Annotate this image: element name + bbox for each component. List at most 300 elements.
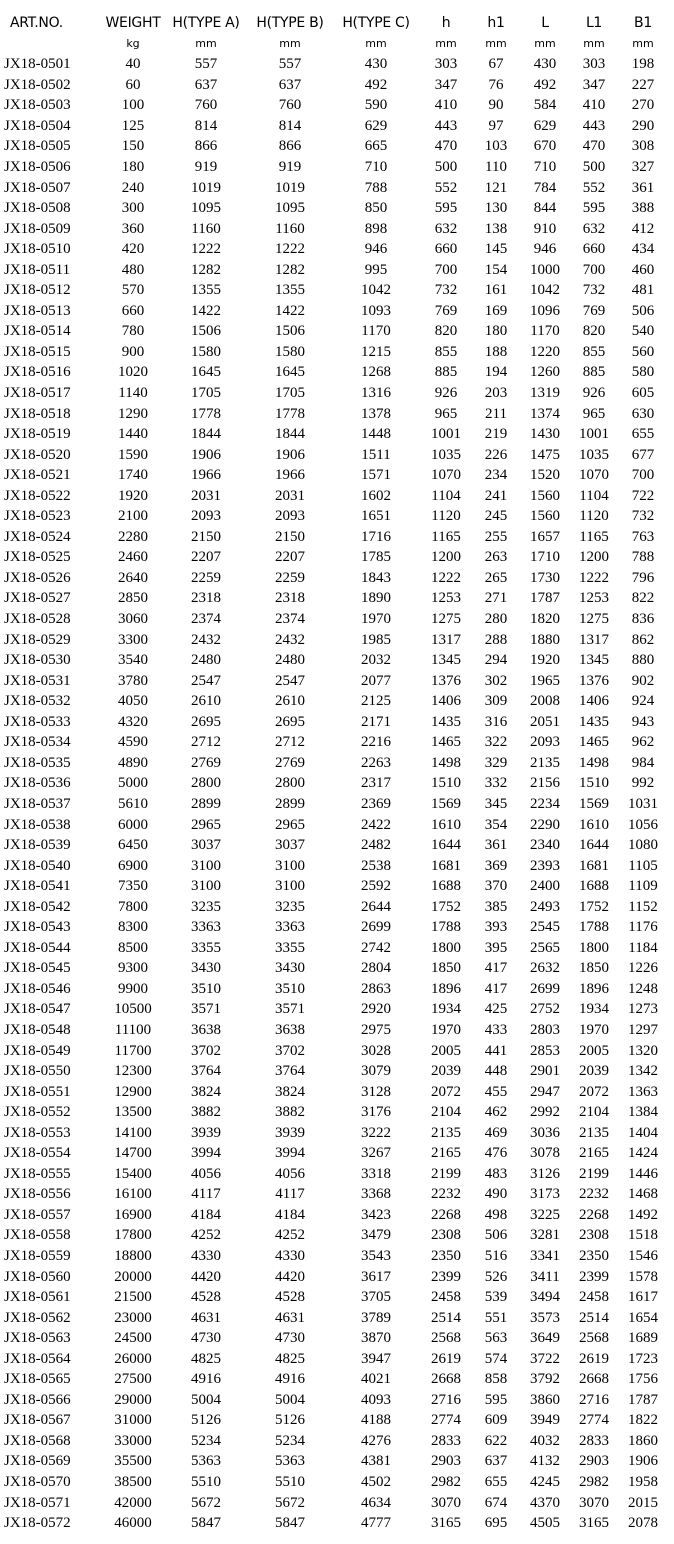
cell-l: 1787 <box>530 590 560 607</box>
cell-h-type-c: 995 <box>364 261 388 278</box>
cell-h-type-c: 2263 <box>361 754 391 771</box>
cell-art-no: JX18-0507 <box>4 179 71 196</box>
cell-art-no: JX18-0553 <box>4 1124 71 1141</box>
cell-h-type-a: 2031 <box>191 487 221 504</box>
cell-b1: 605 <box>631 385 655 402</box>
cell-art-no: JX18-0546 <box>4 980 71 997</box>
cell-l: 3411 <box>530 1268 560 1285</box>
cell-h: 2165 <box>431 1145 461 1162</box>
cell-l1: 1435 <box>579 713 609 730</box>
table-row <box>4 321 668 342</box>
cell-art-no: JX18-0524 <box>4 528 71 545</box>
cell-art-no: JX18-0571 <box>4 1494 71 1511</box>
cell-h: 2619 <box>431 1350 461 1367</box>
cell-h: 552 <box>434 179 458 196</box>
cell-weight: 300 <box>121 200 145 217</box>
unit-art-no <box>4 34 102 54</box>
cell-h-type-c: 2699 <box>361 919 391 936</box>
cell-art-no: JX18-0538 <box>4 816 71 833</box>
cell-h-type-a: 3702 <box>191 1042 221 1059</box>
cell-art-no: JX18-0512 <box>4 282 71 299</box>
cell-h: 1435 <box>431 713 461 730</box>
cell-weight: 7800 <box>118 898 148 915</box>
cell-h1: 90 <box>488 97 504 114</box>
table-row <box>4 1472 668 1493</box>
cell-h-type-a: 5847 <box>191 1515 221 1532</box>
cell-l: 784 <box>533 179 557 196</box>
cell-h1: 395 <box>484 939 508 956</box>
cell-h-type-c: 3176 <box>361 1104 391 1121</box>
cell-l: 2393 <box>530 857 560 874</box>
table-row <box>4 896 668 917</box>
cell-b1: 481 <box>631 282 655 299</box>
cell-l: 2234 <box>530 795 560 812</box>
cell-h: 885 <box>434 364 458 381</box>
cell-weight: 420 <box>121 241 145 258</box>
cell-b1: 992 <box>631 775 655 792</box>
cell-weight: 2460 <box>118 549 148 566</box>
cell-l1: 303 <box>582 56 606 73</box>
table-row <box>4 485 668 506</box>
cell-art-no: JX18-0566 <box>4 1391 71 1408</box>
cell-l: 3573 <box>530 1309 560 1326</box>
cell-l: 2340 <box>530 837 560 854</box>
cell-b1: 412 <box>631 220 655 237</box>
cell-h-type-b: 2318 <box>275 590 305 607</box>
cell-h-type-a: 3100 <box>191 857 221 874</box>
cell-b1: 1906 <box>628 1453 658 1470</box>
cell-l: 2699 <box>530 980 560 997</box>
cell-h-type-b: 3638 <box>275 1021 305 1038</box>
cell-b1: 630 <box>631 405 655 422</box>
cell-h-type-a: 919 <box>194 159 218 175</box>
table-row <box>4 424 668 445</box>
cell-l: 2135 <box>530 754 560 771</box>
cell-h-type-c: 1511 <box>361 446 391 463</box>
cell-art-no: JX18-0547 <box>4 1001 71 1018</box>
cell-l: 3494 <box>530 1289 560 1306</box>
cell-h-type-c: 2369 <box>361 795 391 812</box>
cell-h-type-a: 2150 <box>191 528 221 545</box>
cell-h1: 526 <box>484 1268 508 1285</box>
cell-h1: 385 <box>484 898 508 915</box>
cell-art-no: JX18-0521 <box>4 467 71 484</box>
table-row <box>4 938 668 959</box>
cell-l1: 1644 <box>579 837 609 854</box>
cell-h: 1681 <box>431 857 461 874</box>
cell-h1: 203 <box>484 385 508 402</box>
cell-l1: 1688 <box>579 878 609 895</box>
cell-l1: 1120 <box>579 508 609 525</box>
cell-art-no: JX18-0532 <box>4 693 71 710</box>
cell-art-no: JX18-0511 <box>4 261 71 278</box>
cell-h: 2458 <box>431 1289 461 1306</box>
column-header-l1: L1 <box>585 15 603 31</box>
table-row <box>4 54 668 75</box>
cell-h-type-b: 4330 <box>275 1247 305 1264</box>
cell-art-no: JX18-0557 <box>4 1206 71 1223</box>
table-row <box>4 999 668 1020</box>
cell-l1: 2199 <box>579 1165 609 1182</box>
cell-l1: 660 <box>582 241 606 258</box>
cell-l: 710 <box>533 159 557 175</box>
cell-h: 1120 <box>431 508 461 525</box>
table-row <box>4 1287 668 1308</box>
cell-l: 1430 <box>530 426 560 443</box>
cell-l: 2803 <box>530 1021 560 1038</box>
cell-l: 2545 <box>530 919 560 936</box>
cell-h: 660 <box>434 241 458 258</box>
cell-weight: 11100 <box>114 1021 152 1038</box>
cell-weight: 1740 <box>118 467 148 484</box>
cell-h1: 280 <box>484 611 508 628</box>
cell-h-type-b: 3939 <box>275 1124 305 1141</box>
cell-h: 500 <box>434 159 458 175</box>
cell-h1: 138 <box>484 220 508 237</box>
cell-h-type-a: 2899 <box>191 795 221 812</box>
cell-h1: 211 <box>485 405 507 422</box>
cell-l1: 2514 <box>579 1309 609 1326</box>
cell-b1: 560 <box>631 343 655 360</box>
table-row <box>4 979 668 1000</box>
cell-weight: 12900 <box>114 1083 152 1100</box>
cell-h-type-a: 3037 <box>191 837 221 854</box>
cell-b1: 1468 <box>628 1186 658 1203</box>
cell-h: 1752 <box>431 898 461 915</box>
cell-h-type-c: 1316 <box>361 385 391 402</box>
table-row <box>4 259 668 280</box>
cell-b1: 732 <box>631 508 655 525</box>
cell-h-type-c: 590 <box>364 97 388 114</box>
cell-l1: 1345 <box>579 652 609 669</box>
table-row <box>4 1492 668 1513</box>
table-row <box>4 301 668 322</box>
cell-l1: 820 <box>582 323 606 340</box>
cell-h-type-b: 2480 <box>275 652 305 669</box>
cell-h: 732 <box>434 282 458 299</box>
cell-l: 2752 <box>530 1001 560 1018</box>
cell-l1: 1317 <box>579 631 609 648</box>
cell-weight: 8500 <box>118 939 148 956</box>
unit-b1: mm <box>632 37 654 50</box>
cell-weight: 20000 <box>114 1268 152 1285</box>
cell-h1: 637 <box>484 1453 508 1470</box>
cell-weight: 1140 <box>118 385 148 402</box>
cell-h: 2399 <box>431 1268 461 1285</box>
cell-b1: 1363 <box>628 1083 658 1100</box>
cell-h-type-c: 1170 <box>361 323 391 340</box>
cell-h-type-c: 2125 <box>361 693 391 710</box>
cell-weight: 38500 <box>114 1474 152 1490</box>
table-row <box>4 1020 668 1041</box>
cell-l1: 2833 <box>579 1432 609 1449</box>
table-body <box>4 54 668 1533</box>
table-row <box>4 855 668 876</box>
cell-art-no: JX18-0503 <box>4 97 71 114</box>
table-row <box>4 609 668 630</box>
table-row <box>4 1225 668 1246</box>
cell-h-type-c: 2644 <box>361 898 391 915</box>
cell-h: 1896 <box>431 980 461 997</box>
cell-h-type-b: 557 <box>278 56 302 73</box>
cell-weight: 60 <box>125 76 141 93</box>
cell-h1: 858 <box>484 1371 508 1388</box>
cell-b1: 1787 <box>628 1391 658 1408</box>
cell-h-type-a: 4184 <box>191 1206 221 1223</box>
cell-h-type-b: 2769 <box>275 754 305 771</box>
cell-h-type-a: 4730 <box>191 1330 221 1347</box>
cell-weight: 1290 <box>118 405 148 422</box>
cell-b1: 361 <box>631 179 655 196</box>
cell-weight: 150 <box>121 138 145 155</box>
cell-b1: 836 <box>631 611 655 628</box>
table-row <box>4 1205 668 1226</box>
cell-h: 1165 <box>431 528 461 545</box>
cell-weight: 14100 <box>114 1124 152 1141</box>
cell-h-type-b: 2031 <box>275 487 305 504</box>
cell-b1: 1958 <box>628 1474 658 1490</box>
table-row <box>4 95 668 116</box>
cell-h-type-c: 3079 <box>361 1063 391 1080</box>
cell-h1: 263 <box>484 549 508 566</box>
cell-b1: 1297 <box>628 1021 658 1038</box>
cell-art-no: JX18-0562 <box>4 1309 71 1326</box>
cell-l: 4132 <box>530 1453 560 1470</box>
cell-h-type-c: 492 <box>364 76 388 93</box>
unit-h-type-a: mm <box>195 37 217 50</box>
cell-h: 1644 <box>431 837 461 854</box>
cell-l1: 1788 <box>579 919 609 936</box>
cell-h1: 145 <box>484 241 508 258</box>
cell-l1: 2619 <box>579 1350 609 1367</box>
cell-h-type-b: 1222 <box>275 241 305 258</box>
cell-h-type-a: 3430 <box>191 960 221 977</box>
cell-l1: 1681 <box>579 857 609 874</box>
cell-weight: 4590 <box>118 734 148 751</box>
cell-h-type-c: 4276 <box>361 1432 391 1449</box>
cell-weight: 29000 <box>114 1391 152 1408</box>
cell-l1: 2399 <box>579 1268 609 1285</box>
cell-h-type-a: 4631 <box>191 1309 221 1326</box>
cell-h-type-a: 1095 <box>191 200 221 217</box>
cell-weight: 17800 <box>114 1227 152 1244</box>
table-row <box>4 650 668 671</box>
cell-h-type-c: 710 <box>364 159 388 175</box>
cell-l1: 2350 <box>579 1247 609 1264</box>
cell-h-type-a: 3882 <box>191 1104 221 1121</box>
cell-h-type-a: 4528 <box>191 1289 221 1306</box>
cell-l1: 2232 <box>579 1186 609 1203</box>
cell-weight: 21500 <box>114 1289 152 1306</box>
cell-weight: 9900 <box>118 980 148 997</box>
cell-h1: 469 <box>484 1124 508 1141</box>
cell-h: 3165 <box>431 1515 461 1532</box>
cell-h-type-a: 3939 <box>191 1124 221 1141</box>
cell-h-type-b: 3235 <box>275 898 305 915</box>
table-row <box>4 465 668 486</box>
table-row <box>4 1184 668 1205</box>
cell-h: 1788 <box>431 919 461 936</box>
cell-l: 1520 <box>530 467 560 484</box>
cell-weight: 40 <box>125 56 141 73</box>
cell-l1: 926 <box>582 385 606 402</box>
cell-l: 1096 <box>530 302 560 319</box>
cell-b1: 880 <box>631 652 655 669</box>
cell-h1: 417 <box>484 980 508 997</box>
cell-h-type-a: 2207 <box>191 549 221 566</box>
cell-l: 3225 <box>530 1206 560 1223</box>
cell-art-no: JX18-0531 <box>4 672 71 689</box>
cell-b1: 327 <box>631 159 655 175</box>
cell-l: 1965 <box>530 672 560 689</box>
cell-h-type-b: 814 <box>278 117 302 134</box>
cell-h-type-c: 1215 <box>361 343 391 360</box>
cell-h1: 695 <box>484 1515 508 1532</box>
cell-h1: 483 <box>484 1165 508 1182</box>
cell-l1: 2668 <box>579 1371 609 1388</box>
cell-h-type-b: 3994 <box>275 1145 305 1162</box>
cell-h-type-a: 2695 <box>191 713 221 730</box>
cell-h-type-b: 1580 <box>275 343 305 360</box>
cell-art-no: JX18-0561 <box>4 1289 71 1306</box>
column-header-h1: h1 <box>487 15 505 31</box>
cell-h: 2514 <box>431 1309 461 1326</box>
cell-h-type-c: 3789 <box>361 1309 391 1326</box>
cell-weight: 42000 <box>114 1494 152 1511</box>
cell-l: 3036 <box>530 1124 560 1141</box>
cell-h-type-c: 2422 <box>361 816 391 833</box>
cell-l1: 2039 <box>579 1063 609 1080</box>
cell-h: 1510 <box>431 775 461 792</box>
unit-l1: mm <box>583 37 605 50</box>
table-row <box>4 773 668 794</box>
cell-weight: 18800 <box>114 1247 152 1264</box>
cell-h1: 265 <box>484 569 508 586</box>
table-row <box>4 568 668 589</box>
cell-l: 844 <box>533 200 557 217</box>
cell-h-type-c: 1785 <box>361 549 391 566</box>
cell-weight: 15400 <box>114 1165 152 1182</box>
cell-h-type-c: 1042 <box>361 282 391 299</box>
cell-l: 1475 <box>530 446 560 463</box>
cell-h-type-c: 2482 <box>361 837 391 854</box>
cell-h: 2308 <box>431 1227 461 1244</box>
cell-h-type-a: 4825 <box>191 1350 221 1367</box>
cell-h-type-b: 4420 <box>275 1268 305 1285</box>
cell-h: 1222 <box>431 569 461 586</box>
cell-h: 926 <box>434 385 458 402</box>
cell-h: 2005 <box>431 1042 461 1059</box>
table-row <box>4 670 668 691</box>
cell-h1: 316 <box>484 713 508 730</box>
cell-art-no: JX18-0517 <box>4 385 71 402</box>
cell-l: 4505 <box>530 1515 560 1532</box>
cell-h1: 234 <box>484 467 508 484</box>
cell-h-type-c: 1448 <box>361 426 391 443</box>
cell-l: 1820 <box>530 611 560 628</box>
cell-l: 1374 <box>530 405 560 422</box>
cell-h1: 255 <box>484 528 508 545</box>
cell-l1: 1070 <box>579 467 609 484</box>
cell-h: 1070 <box>431 467 461 484</box>
cell-l1: 2135 <box>579 1124 609 1141</box>
cell-h-type-a: 3355 <box>191 939 221 956</box>
cell-art-no: JX18-0556 <box>4 1186 71 1203</box>
table-row <box>4 794 668 815</box>
cell-art-no: JX18-0510 <box>4 241 71 258</box>
table-row <box>4 198 668 219</box>
cell-h-type-c: 3947 <box>361 1350 391 1367</box>
cell-h1: 490 <box>484 1186 508 1203</box>
cell-l1: 1376 <box>579 672 609 689</box>
cell-h-type-a: 557 <box>194 56 218 73</box>
cell-h1: 288 <box>484 631 508 648</box>
cell-weight: 125 <box>121 117 145 134</box>
cell-h-type-a: 2965 <box>191 816 221 833</box>
cell-h-type-b: 1282 <box>275 261 305 278</box>
cell-l1: 1970 <box>579 1021 609 1038</box>
cell-weight: 33000 <box>114 1432 152 1449</box>
cell-l: 3078 <box>530 1145 560 1162</box>
cell-h-type-b: 4730 <box>275 1330 305 1347</box>
cell-h-type-a: 3638 <box>191 1021 221 1038</box>
cell-h-type-a: 3100 <box>191 878 221 895</box>
cell-art-no: JX18-0515 <box>4 343 71 360</box>
cell-l: 3173 <box>530 1186 560 1203</box>
cell-h: 2135 <box>431 1124 461 1141</box>
cell-b1: 434 <box>631 241 655 258</box>
cell-h: 1406 <box>431 693 461 710</box>
cell-l: 2853 <box>530 1042 560 1059</box>
cell-h-type-c: 1985 <box>361 631 391 648</box>
cell-h-type-a: 2800 <box>191 775 221 792</box>
cell-weight: 23000 <box>114 1309 152 1326</box>
table-row <box>4 116 668 137</box>
table-row <box>4 75 668 96</box>
cell-b1: 924 <box>631 693 655 710</box>
cell-weight: 46000 <box>114 1515 152 1532</box>
cell-h: 965 <box>434 405 458 422</box>
cell-weight: 1020 <box>118 364 148 381</box>
cell-l: 3722 <box>530 1350 560 1367</box>
cell-h: 347 <box>434 76 458 93</box>
column-header-art-no: ART.NO. <box>10 15 63 31</box>
cell-h1: 169 <box>484 302 508 319</box>
cell-l: 1170 <box>530 323 560 340</box>
cell-weight: 660 <box>121 302 145 319</box>
cell-h-type-c: 2032 <box>361 652 391 669</box>
cell-l: 2051 <box>530 713 560 730</box>
unit-h-type-c: mm <box>365 37 387 50</box>
cell-h-type-c: 2216 <box>361 734 391 751</box>
cell-h1: 393 <box>484 919 508 936</box>
cell-art-no: JX18-0558 <box>4 1227 71 1244</box>
cell-h-type-b: 5363 <box>275 1453 305 1470</box>
cell-art-no: JX18-0529 <box>4 631 71 648</box>
unit-h1: mm <box>485 37 507 50</box>
cell-h-type-b: 2899 <box>275 795 305 812</box>
table-header <box>4 12 668 54</box>
table-row <box>4 280 668 301</box>
cell-l: 2093 <box>530 734 560 751</box>
cell-l: 2565 <box>530 939 560 956</box>
cell-b1: 1031 <box>628 795 658 812</box>
cell-art-no: JX18-0550 <box>4 1063 71 1080</box>
cell-weight: 12300 <box>114 1063 152 1080</box>
cell-h1: 130 <box>484 200 508 217</box>
cell-h-type-b: 1966 <box>275 467 305 484</box>
cell-h-type-a: 637 <box>194 76 218 93</box>
